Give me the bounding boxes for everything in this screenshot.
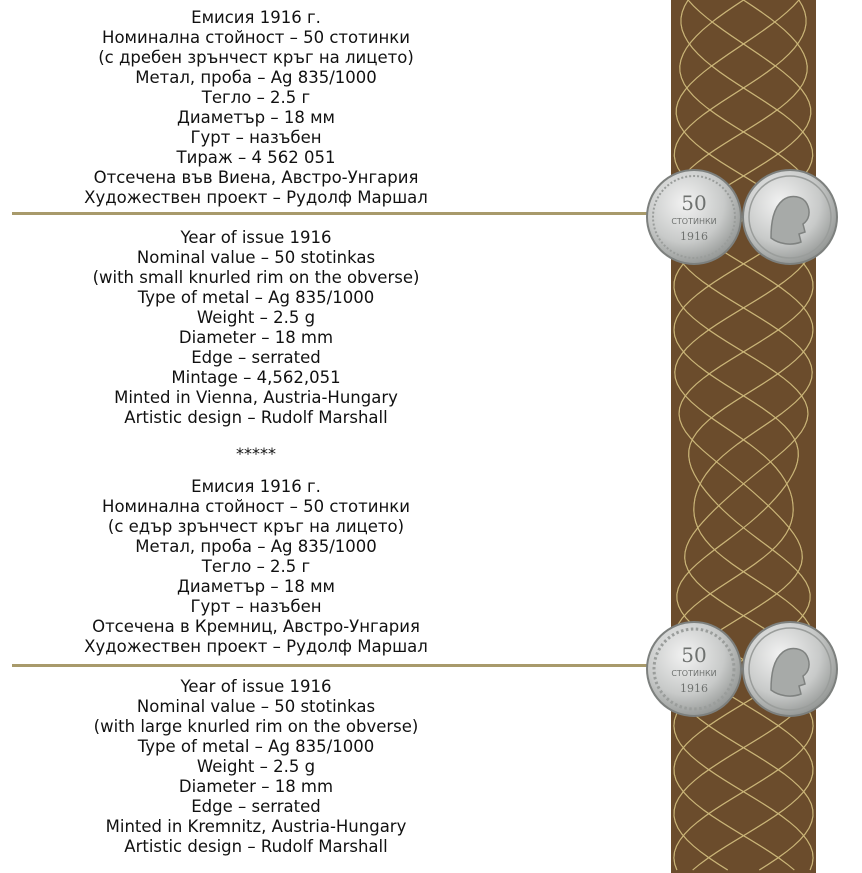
spec-line: Художествен проект – Рудолф Маршал (84, 637, 428, 656)
spec-line: Year of issue 1916 (180, 677, 332, 696)
band-background (671, 0, 816, 873)
section-bg-1 (0, 8, 512, 208)
spec-line: Artistic design – Rudolf Marshall (124, 408, 388, 427)
spec-line: Nominal value – 50 stotinkas (136, 248, 376, 267)
spec-line: Type of metal – Ag 835/1000 (137, 737, 375, 756)
spec-line: Номинална стойност – 50 стотинки (102, 497, 410, 516)
spec-line: Диаметър – 18 мм (177, 577, 335, 596)
spec-line: Minted in Kremnitz, Austria-Hungary (105, 817, 407, 836)
spec-line: (с дребен зрънчест кръг на лицето) (98, 48, 414, 67)
coin-denomination: СТОТИНКИ (671, 669, 717, 678)
spec-line: Гурт – назъбен (190, 597, 322, 616)
spec-line: Метал, проба – Ag 835/1000 (135, 537, 377, 556)
spec-line: Номинална стойност – 50 стотинки (102, 28, 410, 47)
spec-line: Тегло – 2.5 г (201, 557, 311, 576)
spec-line: Type of metal – Ag 835/1000 (137, 288, 375, 307)
divider-rule-1 (12, 212, 652, 215)
coin-value: 50 (681, 191, 707, 215)
divider-rule-2 (12, 664, 652, 667)
spec-line: Diameter – 18 mm (178, 328, 334, 347)
section-separator: ***** (236, 444, 276, 463)
spec-line: Nominal value – 50 stotinkas (136, 697, 376, 716)
coin-obverse-2 (741, 620, 839, 718)
spec-line: Гурт – назъбен (190, 128, 322, 147)
coin-obverse-1 (741, 168, 839, 266)
spec-line: Художествен проект – Рудолф Маршал (84, 188, 428, 207)
spec-line: Отсечена във Виена, Австро-Унгария (93, 168, 419, 187)
spec-line: Year of issue 1916 (180, 228, 332, 247)
spec-line: Диаметър – 18 мм (177, 108, 335, 127)
spec-line: Отсечена в Кремниц, Австро-Унгария (92, 617, 420, 636)
coin-reverse-2 (645, 620, 743, 718)
spec-line: Weight – 2.5 g (196, 757, 316, 776)
coin-year: 1916 (680, 230, 708, 243)
spec-line: Edge – serrated (191, 348, 321, 367)
spec-line: Mintage – 4,562,051 (171, 368, 341, 387)
spec-line: Тегло – 2.5 г (201, 88, 311, 107)
spec-line: Diameter – 18 mm (178, 777, 334, 796)
coin-value: 50 (681, 643, 707, 667)
section-bg-2 (0, 477, 512, 657)
spec-line: (с едър зрънчест кръг на лицето) (107, 517, 405, 536)
guilloche-band (671, 0, 816, 873)
spec-line: Minted in Vienna, Austria-Hungary (114, 388, 398, 407)
spec-line: Тираж – 4 562 051 (176, 148, 336, 167)
section-en-2 (0, 677, 512, 857)
coin-reverse-1 (645, 168, 743, 266)
spec-line: (with small knurled rim on the obverse) (92, 268, 420, 287)
spec-line: Емисия 1916 г. (191, 477, 321, 496)
spec-line: Weight – 2.5 g (196, 308, 316, 327)
spec-line: (with large knurled rim on the obverse) (93, 717, 419, 736)
spec-line: Edge – serrated (191, 797, 321, 816)
spec-line: Емисия 1916 г. (191, 8, 321, 27)
spec-line: Artistic design – Rudolf Marshall (124, 837, 388, 856)
spec-line: Метал, проба – Ag 835/1000 (135, 68, 377, 87)
coin-denomination: СТОТИНКИ (671, 217, 717, 226)
coin-year: 1916 (680, 682, 708, 695)
section-en-1 (0, 228, 512, 428)
